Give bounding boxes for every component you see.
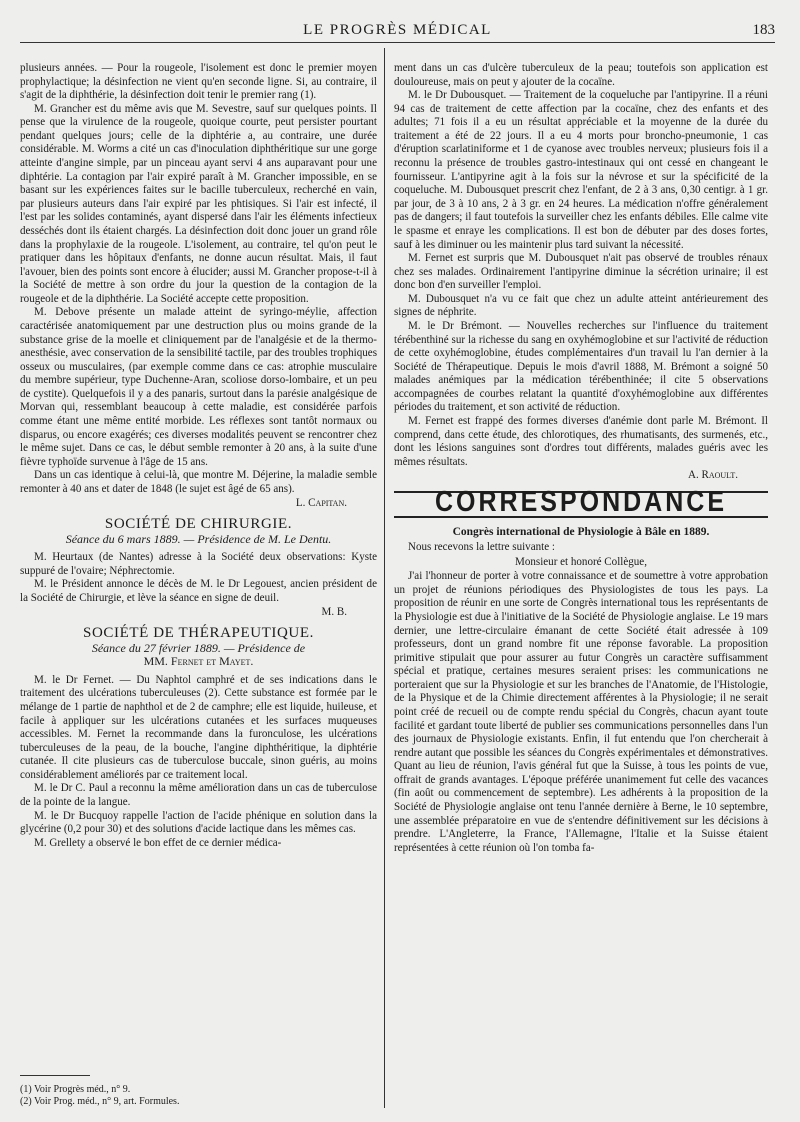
paragraph: plusieurs années. — Pour la rougeole, l'isolement est donc le premier moyen prophylactique; la désinfection ne vient qu'en seconde ligne. Si, au contraire, il s'agit de la diphthérie, la désinfection doit tenir le premier rang (1). (20, 62, 377, 102)
left-column (20, 62, 377, 850)
column-divider (384, 48, 385, 1108)
seance-line: Séance du 27 février 1889. — Présidence de (91, 640, 306, 655)
paragraph: M. Fernet est surpris que M. Dubousquet n'ait pas observé de troubles rénaux chez ses malades. Ordinairement l'antipyrine diminue la sécrétion urinaire; il est donc bon d'en surveiller l'emploi. (394, 252, 768, 292)
paragraph: M. Debove présente un malade atteint de syringo-méylie, affection caractérisée anatomiquement par une destruction plus ou moins grande de la substance grise de la moelle et cliniquement par de l'analgésie et de la thermo-anesthésie, avec conservation de la sensibilité tactile, par des troubles trophiques osseux ou musculaires, (par exemple comme dans ce cas: atrophie musculaire du membre supérieur, type Duchenne-Aran, scoliose dorso-lombaire, et un peu de cystite). Quelquefois il y a des panaris, surtout dans la parésie analgésique de Morvan qui, ressemblant beaucoup à cette maladie, est considérée parfois comme étant une même entité morbide. Les réflexes sont tantôt normaux ou disparus, ou encore exagérés; ces diverses modalités peuvent se rencontrer chez le même sujet. Dans ce cas, le début semble remonter à 20 ans, à la suite d'une fièvre typhoïde survenue à l'âge de 15 ans. (20, 306, 377, 468)
paragraph: M. le Président annonce le décès de M. le Dr Legouest, ancien président de la Société de Chirurgie, et lève la séance en signe de deuil. (20, 578, 377, 604)
salutation: Monsieur et honoré Collègue, (515, 555, 647, 568)
paragraph: M. le Dr Dubousquet. — Traitement de la coqueluche par l'antipyrine. Il a réuni 94 cas de traitement de cette affection par la cocaïne, chez des enfants et des adultes; 71 fois il a eu un résultat appréciable et la moyenne de la durée du traitement a été de 22 jours. Il a eu 4 morts pour broncho-pneumonie, 1 cas d'éruption scarlatiniforme et 1 de cyanose avec troubles nerveux; plusieurs fois il a reconnu la présence de troubles gastro-intestinaux qui ont cessé en changeant le fournisseur. L'antipyrine agit à la fois sur la névrose et sur la spécificité de la coqueluche. M. Dubousquet prescrit chez l'enfant, de 2 à 3 ans, 0,30 centigr. à 1 gr. par jour, de 3 à 10 ans, 2 à 3 gr. en 24 heures. La médication n'offre généralement pas de dangers; il faut toutefois la surveiller chez les enfants débiles. Elle calme vite le spasme et enraye les complications. Il est bon de débuter par des doses fortes, sauf à les diminuer ou les maintenir plus tard suivant la nécessité. (394, 89, 768, 251)
paragraph: Nous recevons la lettre suivante : (408, 541, 555, 554)
paragraph: ment dans un cas d'ulcère tuberculeux de la peau; toutefois son application est douloureuse, mais on peut y ajouter de la cocaïne. (394, 62, 768, 88)
paragraph: J'ai l'honneur de porter à votre connaissance et de soumettre à votre approbation un projet de réunions périodiques des Physiologistes de tous les pays. La proposition de réunir en une sorte de Congrès international tous les représentants de la Physiologie est due à l'initiative de la Société de Physiologie anglaise. Le 19 mars dernier, une lettre-circulaire émanant de cette Société était adressée à 109 professeurs, dont un grand nombre fit une réponse favorable. La proposition primitive stipulait que pour assurer au futur Congrès un caractère suffisamment spécial et pratique, certaines mesures seraient prises: les communications ne porteraient que sur la Physiologie et sur les branches de l'Anatomie, de l'Histologie, de la Physique et de la Chimie directement afférentes à la Physiologie; il ne serait point créé de recueil ou de compte rendu spécial du Congrès, chacun ayant toute facilité et gardant toute liberté de publier ses communications personnelles dans l'un des journaux de Physiologie existants. Enfin, il fut entendu que l'on chercherait à rendre autant que possible les séances du Congrès expérimentales et démonstratives. Quant au lieu de réunion, l'avis général fut que la Suisse, à tous les points de vue, offrait de grands avantages. L'époque préférée unanimement fut celle des vacances (fin août ou commencement de septembre). Les adhérents à la proposition de la Société de Physiologie anglaise ont tenu l'année dernière à Berne, le 10 septembre, une assemblée préparatoire en vue de s'entendre définitivement sur les décisions à prendre. L'Angleterre, la France, l'Allemagne, l'Italie et la Suisse étaient représentées à cette réunion où l'on tomba fa- (394, 570, 768, 854)
paragraph: M. Dubousquet n'a vu ce fait que chez un adulte atteint antérieurement des signes de néphrite. (394, 292, 768, 319)
paragraph: Dans un cas identique à celui-là, que montre M. Déjerine, la maladie semble remonter à 40 ans et dater de 1848 (le sujet est âgé de 65 ans). (20, 469, 377, 495)
paragraph: M. Grancher est du même avis que M. Sevestre, sauf sur quelques points. Il pense que la virulence de la rougeole, quoique courte, peut persister pourtant pendant quelques jours; celle de la diphtérie a, au contraire, une durée considérable. M. Worms a cité un cas d'inoculation diphthéritique sur une gorge atteinte d'angine simple, par un pinceau ayant servi 4 ans auparavant pour une diphtérie. La contagion par l'air expiré paraît à M. Grancher impossible, en se basant sur les expériences faites sur le bacille tuberculeux, recherché en vain, par plusieurs auteurs dans l'air expiré par les phtisiques. Si l'air est infecté, il l'est par les solides contaminés, ayant dispersé dans l'air les éléments infectieux desséchés dont ils étaient chargés. La désinfection doit donc jouer un grand rôle dans la prophylaxie de la rougeole. L'isolement, au contraire, tel qu'on peut le pratiquer dans les hôpitaux d'enfants, ne donne aucun résultat. Mais, il faut l'avouer, bien des points sont encore à élucider; aussi M. Grancher propose-t-il à la Société de mettre à son ordre du jour la question de la contagion de la rougeole et de la diphthérie. La Société accepte cette proposition. (20, 102, 377, 305)
section-title-therapeutique: SOCIÉTÉ DE THÉRAPEUTIQUE. (83, 625, 314, 642)
paragraph: M. Grellety a observé le bon effet de ce dernier médica- (34, 836, 282, 849)
running-title: LE PROGRÈS MÉDICAL (303, 22, 492, 38)
section-title-chirurgie: SOCIÉTÉ DE CHIRURGIE. (104, 516, 293, 533)
signature: L. Capitan. (295, 496, 347, 509)
paragraph: M. Fernet est frappé des formes diverses d'anémie dont parle M. Brémont. Il comprend, dans cette étude, des chlorotiques, des rhumatisants, des surmenés, etc., dont les lésions sanguines sont d'ordres tout différents, malades guéris avec les mêmes résultats. (394, 415, 768, 468)
page-number: 183 (752, 22, 775, 38)
paragraph: M. le Dr C. Paul a reconnu la même amélioration dans un cas de tuberculose de la pointe de la langue. (20, 782, 377, 809)
footnote: (2) Voir Prog. méd., n° 9, art. Formules. (20, 1096, 180, 1107)
signature: A. Raoult. (687, 469, 738, 482)
footnote-rule (20, 1075, 90, 1076)
signature: M. B. (321, 605, 347, 618)
paragraph: M. le Dr Bucquoy rappelle l'action de l'acide phénique en solution dans la glycérine (0,2 pour 30) et des solutions d'acide lactique dans les mêmes cas. (20, 809, 377, 836)
paragraph: M. le Dr Fernet. — Du Naphtol camphré et de ses indications dans le traitement des ulcérations tuberculeuses (2). Cette substance est formée par le mélange de 1 partie de naphthol et de 2 de camphre; elle est liquide, huileuse, et facile à appliquer sur les ulcérations cutanées et les surfaces muqueuses accessibles. M. Fernet la recommande dans la furonculose, les ulcérations tuberculeuses de la peau, de la bouche, l'angine diphthéritique, la diphtérie cutanée. Il cite plusieurs cas de tuberculose buccale, sinon guéris, au moins considérablement améliorés par ce traitement local. (20, 673, 377, 781)
right-column (394, 62, 768, 855)
paragraph: M. Heurtaux (de Nantes) adresse à la Société deux observations: Kyste suppuré de l'ovaire; Néphrectomie. (20, 551, 377, 577)
section-title-correspondance: CORRESPONDANCE (434, 485, 728, 518)
page-header (20, 22, 775, 43)
seance-presidents: MM. Fernet et Mayet. (143, 654, 254, 669)
footnote: (1) Voir Progrès méd., n° 9. (20, 1084, 131, 1095)
paragraph: M. le Dr Brémont. — Nouvelles recherches sur l'influence du traitement térébenthiné sur la richesse du sang en oxyhémoglobine et sur l'activité de réduction de cette oxyhémoglobine, études complémentaires d'un travail lu l'an dernier à la Société de Thérapeutique. Depuis le mois d'avril 1888, M. Brémont a soigné 50 malades anémiques par la médication térébenthinée; il cite 5 observations accompagnées de courbes relatant la quantité d'oxyhémoglobine aux différentes périodes du traitement, et son activité de réduction. (394, 319, 768, 414)
congres-heading: Congrès international de Physiologie à Bâle en 1889. (452, 525, 710, 538)
correspondance-banner (394, 485, 768, 518)
seance-line: Séance du 6 mars 1889. — Présidence de M. Le Dentu. (65, 531, 332, 546)
footnotes (20, 1084, 377, 1108)
